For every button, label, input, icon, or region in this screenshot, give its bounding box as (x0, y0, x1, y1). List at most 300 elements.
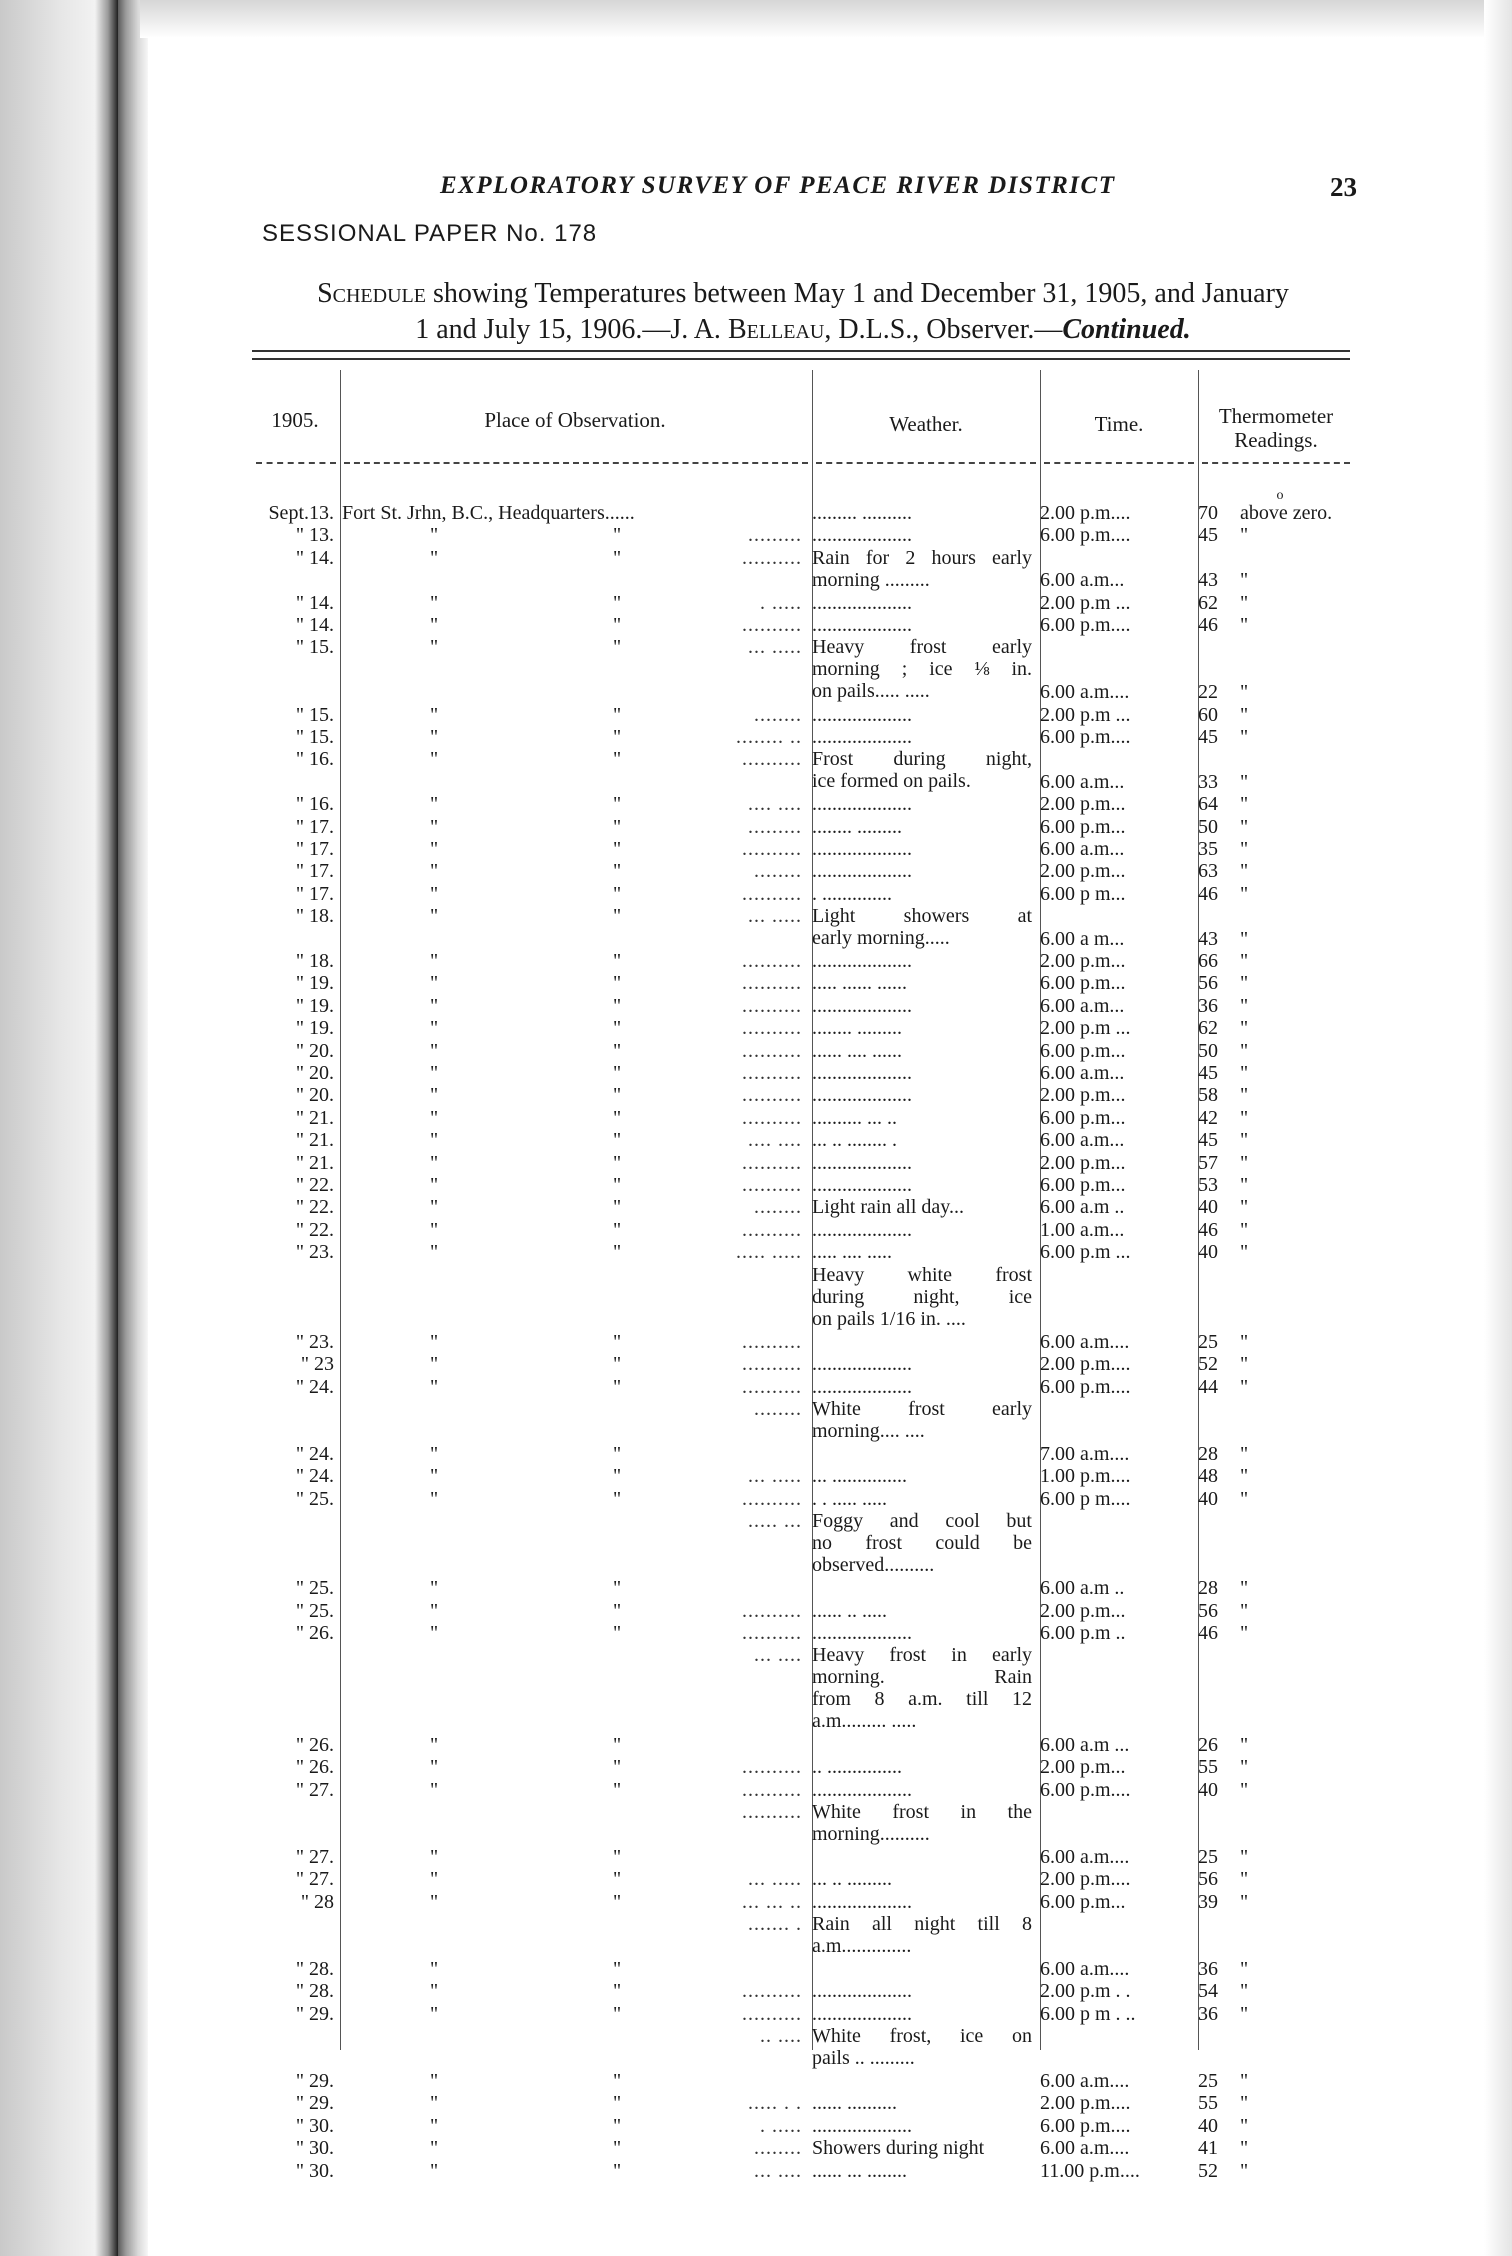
row-ditto-mark: " (613, 1353, 622, 1376)
row-weather (812, 547, 1032, 591)
weather-line: ... .. ......... (812, 1868, 892, 1891)
row-date: " 26. (295, 1756, 334, 1779)
row-unit: " (1240, 1980, 1249, 2003)
row-ditto-mark: " (430, 1330, 439, 1353)
row-leader-dots: ........ (754, 1196, 802, 1219)
weather-line: Rain all night till 8 (812, 1913, 1032, 1936)
row-weather (812, 1353, 1032, 1375)
row-ditto-mark: " (613, 950, 622, 972)
row-time: 6.00 p.m... (1040, 1174, 1126, 1196)
row-unit: " (1240, 726, 1249, 748)
row-weather (812, 1779, 1032, 1801)
caption-line-1-text: showing Temperatures between May 1 and December 31, 1905, and January (425, 278, 1289, 309)
weather-line: .................... (812, 2114, 912, 2137)
weather-line: .................... (812, 1622, 912, 1644)
weather-line: Frost during night, (812, 748, 1032, 771)
header-underline-time (1044, 462, 1194, 476)
row-time: 6.00 a.m.... (1040, 1330, 1130, 1353)
weather-line: White frost early (812, 1398, 1032, 1420)
row-date: " 22. (295, 1174, 334, 1196)
row-reading: 36 (1198, 1958, 1218, 1980)
row-unit: " (1240, 1039, 1249, 1062)
row-ditto-mark: " (430, 860, 439, 883)
row-ditto-mark: " (430, 1778, 439, 1801)
row-ditto-mark: " (613, 2070, 622, 2092)
row-weather (812, 1241, 1032, 1263)
row-reading: 48 (1198, 1465, 1218, 1488)
row-weather (812, 524, 1032, 546)
weather-line: no frost could be (812, 1532, 1032, 1554)
row-time: 6.00 p.m.... (1040, 2114, 1131, 2137)
weather-line: .................... (812, 1980, 912, 2003)
row-time: 6.00 a m... (1040, 927, 1125, 950)
weather-line: .................... (812, 950, 912, 972)
row-unit: " (1240, 1778, 1249, 1801)
weather-line: .................... (812, 703, 912, 726)
row-place: Fort St. Jrhn, B.C., Headquarters...... (342, 502, 635, 524)
row-reading: 40 (1198, 1778, 1218, 1801)
caption-schedule-word: Schedule (317, 278, 426, 309)
row-unit: " (1240, 614, 1249, 636)
row-time: 6.00 a.m... (1040, 994, 1125, 1017)
row-ditto-mark: " (430, 815, 439, 838)
row-weather (812, 592, 1032, 614)
row-unit: " (1240, 994, 1249, 1017)
row-time: 6.00 a.m... (1040, 1129, 1125, 1152)
row-ditto-mark: " (430, 2159, 439, 2182)
row-date: " 27. (295, 1846, 334, 1868)
row-ditto-mark: " (430, 748, 439, 771)
row-weather (812, 1174, 1032, 1196)
caption-line-2-start: 1 and July 15, 1906.—J. A. (415, 314, 728, 345)
row-unit: " (1240, 2114, 1249, 2137)
row-leader-dots: .......... (742, 2002, 802, 2025)
row-time: 6.00 p.m.... (1040, 726, 1131, 748)
row-date: " 20. (295, 1084, 334, 1107)
row-time: 2.00 p.m... (1040, 1084, 1126, 1107)
header-underline-place (344, 462, 808, 476)
row-ditto-mark: " (613, 1980, 622, 2003)
row-reading: 50 (1198, 1039, 1218, 1062)
row-unit: " (1240, 1890, 1249, 1913)
row-date: " 24. (295, 1442, 334, 1465)
row-ditto-mark: " (430, 1846, 439, 1868)
row-weather (812, 1129, 1032, 1151)
row-ditto-mark: " (613, 1196, 622, 1219)
row-weather (812, 1600, 1032, 1622)
row-date: " 17. (295, 882, 334, 905)
row-ditto-mark: " (430, 2092, 439, 2115)
row-unit: " (1240, 1017, 1249, 1040)
row-reading: 40 (1198, 1196, 1218, 1219)
row-time: 6.00 a.m... (1040, 569, 1125, 592)
row-ditto-mark: " (613, 793, 622, 816)
row-date: " 30. (295, 2137, 334, 2160)
schedule-caption (248, 276, 1358, 348)
weather-line: morning ; ice ⅛ in. (812, 658, 1032, 681)
row-date: " 16. (295, 793, 334, 816)
row-date: " 28 (300, 1890, 334, 1913)
row-unit: " (1240, 1330, 1249, 1353)
row-leader-dots: .......... (742, 1330, 802, 1353)
row-date: " 21. (295, 1129, 334, 1152)
row-weather (812, 1264, 1032, 1330)
row-ditto-mark: " (430, 972, 439, 995)
row-time: 6.00 p.m ... (1040, 1241, 1131, 1264)
row-date: " 20. (295, 1039, 334, 1062)
row-ditto-mark: " (613, 1017, 622, 1040)
row-time: 6.00 a.m... (1040, 838, 1125, 860)
row-date: " 27. (295, 1778, 334, 1801)
weather-line: ......... .......... (812, 502, 912, 524)
row-reading: 46 (1198, 1622, 1218, 1644)
row-unit: " (1240, 860, 1249, 883)
row-unit: " (1240, 569, 1249, 592)
row-leader-dots: .......... (742, 950, 802, 972)
weather-line: morning.......... (812, 1823, 930, 1846)
row-weather (812, 905, 1032, 949)
row-unit: " (1240, 770, 1249, 793)
row-date: " 13. (295, 524, 334, 547)
row-weather (812, 1644, 1032, 1732)
row-time: 6.00 a.m.... (1040, 1958, 1130, 1980)
row-reading: 46 (1198, 882, 1218, 905)
weather-line: .. ............... (812, 1756, 902, 1779)
row-ditto-mark: " (430, 2002, 439, 2025)
row-weather (812, 1219, 1032, 1241)
row-time: 6.00 p.m .. (1040, 1622, 1126, 1644)
row-unit: " (1240, 950, 1249, 972)
row-ditto-mark: " (430, 1890, 439, 1913)
row-time: 6.00 a.m.... (1040, 2137, 1130, 2160)
row-unit: " (1240, 1846, 1249, 1868)
row-ditto-mark: " (430, 1756, 439, 1779)
row-ditto-mark: " (430, 1353, 439, 1376)
row-unit: " (1240, 1174, 1249, 1196)
weather-line: .................... (812, 1062, 912, 1084)
weather-line: .................... (812, 838, 912, 860)
row-ditto-mark: " (613, 2002, 622, 2025)
weather-line: ... ............... (812, 1465, 907, 1488)
header-underline-weather (816, 462, 1036, 476)
row-unit: " (1240, 1218, 1249, 1241)
row-leader-dots: .......... (742, 614, 802, 636)
running-head: EXPLORATORY SURVEY OF PEACE RIVER DISTRICT (440, 172, 1116, 199)
header-reading-line-2: Readings. (1234, 428, 1318, 452)
row-leader-dots: .......... (742, 1801, 802, 1824)
row-unit: " (1240, 2070, 1249, 2092)
row-leader-dots: .......... (742, 1756, 802, 1779)
row-leader-dots: ... ..... (748, 1868, 802, 1891)
row-time: 2.00 p.m.... (1040, 1353, 1131, 1376)
row-time: 6.00 p.m.... (1040, 614, 1131, 636)
row-date: " 17. (295, 860, 334, 883)
row-reading: 52 (1198, 1353, 1218, 1376)
row-ditto-mark: " (613, 1756, 622, 1779)
row-weather (812, 636, 1032, 702)
row-time: 7.00 a.m.... (1040, 1442, 1130, 1465)
row-leader-dots: ........ .. (736, 726, 802, 748)
row-reading: 56 (1198, 1599, 1218, 1622)
row-leader-dots: .......... (742, 1151, 802, 1174)
row-unit: " (1240, 1868, 1249, 1891)
row-unit: " (1240, 1106, 1249, 1129)
row-time: 6.00 p.m.... (1040, 524, 1131, 547)
weather-line: morning. Rain (812, 1666, 1032, 1689)
row-date: Sept.13. (268, 502, 334, 524)
row-ditto-mark: " (430, 1241, 439, 1264)
row-reading: 54 (1198, 1980, 1218, 2003)
row-reading: 43 (1198, 927, 1218, 950)
row-ditto-mark: " (430, 1599, 439, 1622)
row-unit: " (1240, 1151, 1249, 1174)
row-reading: 28 (1198, 1442, 1218, 1465)
row-time: 2.00 p.m.... (1040, 502, 1131, 524)
row-time: 6.00 a.m .. (1040, 1196, 1125, 1219)
row-ditto-mark: " (430, 726, 439, 748)
row-weather (812, 1913, 1032, 1957)
row-ditto-mark: " (613, 1129, 622, 1152)
row-date: " 16. (295, 748, 334, 771)
row-unit: " (1240, 2159, 1249, 2182)
row-ditto-mark: " (613, 1622, 622, 1644)
row-ditto-mark: " (613, 1039, 622, 1062)
weather-line: ..... ...... ...... (812, 972, 907, 995)
row-date: " 19. (295, 972, 334, 995)
row-ditto-mark: " (613, 1599, 622, 1622)
row-leader-dots: .......... (742, 1218, 802, 1241)
row-leader-dots: ........ (754, 703, 802, 726)
row-unit: " (1240, 815, 1249, 838)
row-leader-dots: ....... . (748, 1913, 802, 1936)
row-time: 6.00 p.m.... (1040, 1375, 1131, 1398)
row-unit: " (1240, 1958, 1249, 1980)
row-ditto-mark: " (613, 636, 622, 659)
row-unit: " (1240, 1487, 1249, 1510)
row-weather (812, 2025, 1032, 2069)
row-leader-dots: ..... . . (748, 2092, 802, 2115)
row-time: 6.00 p.m... (1040, 815, 1126, 838)
row-unit: " (1240, 1353, 1249, 1376)
row-unit: " (1240, 1599, 1249, 1622)
row-reading: 63 (1198, 860, 1218, 883)
row-unit: " (1240, 1734, 1249, 1756)
row-weather (812, 816, 1032, 838)
caption-observer-name: Belleau (727, 314, 825, 345)
row-reading: 40 (1198, 2114, 1218, 2137)
weather-line: .................... (812, 1218, 912, 1241)
row-ditto-mark: " (430, 524, 439, 547)
row-unit: " (1240, 972, 1249, 995)
row-ditto-mark: " (430, 1151, 439, 1174)
row-unit: " (1240, 1375, 1249, 1398)
row-ditto-mark: " (613, 1890, 622, 1913)
row-reading: 45 (1198, 1129, 1218, 1152)
row-weather (812, 1017, 1032, 1039)
row-date: " 17. (295, 838, 334, 860)
row-weather (812, 838, 1032, 860)
weather-line: Heavy frost in early (812, 1644, 1032, 1667)
row-unit: " (1240, 838, 1249, 860)
header-time: Time. (1094, 412, 1144, 436)
row-ditto-mark: " (430, 1017, 439, 1040)
row-ditto-mark: " (430, 1084, 439, 1107)
row-reading: 36 (1198, 994, 1218, 1017)
row-reading: 28 (1198, 1577, 1218, 1600)
row-date: " 29. (295, 2092, 334, 2115)
row-ditto-mark: " (613, 1465, 622, 1488)
row-weather (812, 883, 1032, 905)
row-ditto-mark: " (613, 524, 622, 547)
weather-line: early morning..... (812, 927, 950, 950)
weather-line: on pails 1/16 in. .... (812, 1307, 966, 1330)
row-time: 2.00 p.m ... (1040, 703, 1131, 726)
row-leader-dots: ... ..... (748, 636, 802, 659)
row-date: " 30. (295, 2114, 334, 2137)
row-unit: " (1240, 1465, 1249, 1488)
row-time: 2.00 p.m... (1040, 1599, 1126, 1622)
row-reading: 64 (1198, 793, 1218, 816)
row-weather (812, 2160, 1032, 2182)
weather-line: .................... (812, 524, 912, 547)
weather-line: Heavy frost early (812, 636, 1032, 659)
row-time: 2.00 p.m.... (1040, 2092, 1131, 2115)
weather-line: . . ..... ..... (812, 1487, 887, 1510)
row-unit: " (1240, 1196, 1249, 1219)
row-leader-dots: .......... (742, 1487, 802, 1510)
weather-line: ...... .......... (812, 2092, 897, 2115)
row-leader-dots: ... ..... (748, 905, 802, 928)
row-leader-dots: .. .... (760, 2025, 802, 2048)
row-ditto-mark: " (430, 1734, 439, 1756)
weather-line: ...... .... ...... (812, 1039, 902, 1062)
row-leader-dots: ... .... (754, 1644, 802, 1667)
row-ditto-mark: " (430, 1465, 439, 1488)
row-ditto-mark: " (613, 1151, 622, 1174)
row-time: 6.00 p m . .. (1040, 2002, 1136, 2025)
weather-line: ........ ......... (812, 1017, 902, 1040)
row-ditto-mark: " (430, 1487, 439, 1510)
row-unit: " (1240, 591, 1249, 614)
header-year: 1905. (271, 408, 319, 432)
row-weather (812, 1488, 1032, 1510)
row-reading: 25 (1198, 2070, 1218, 2092)
row-unit: " (1240, 1241, 1249, 1264)
row-ditto-mark: " (613, 815, 622, 838)
row-weather (812, 2137, 1032, 2159)
row-weather (812, 614, 1032, 636)
caption-line-2 (248, 312, 1358, 348)
row-time: 6.00 a.m .. (1040, 1577, 1125, 1600)
row-date: " 29. (295, 2002, 334, 2025)
row-time: 2.00 p.m ... (1040, 591, 1131, 614)
row-ditto-mark: " (430, 1106, 439, 1129)
row-unit: " (1240, 2092, 1249, 2115)
weather-line: Foggy and cool but (812, 1510, 1032, 1532)
row-leader-dots: ........ (754, 1398, 802, 1420)
row-reading: 53 (1198, 1174, 1218, 1196)
row-unit: " (1240, 1129, 1249, 1152)
row-unit: " (1240, 1062, 1249, 1084)
row-reading: 58 (1198, 1084, 1218, 1107)
row-leader-dots: .......... (742, 1106, 802, 1129)
row-time: 2.00 p.m... (1040, 793, 1126, 816)
row-ditto-mark: " (430, 703, 439, 726)
double-rule-bottom (252, 358, 1350, 360)
weather-line: morning ......... (812, 568, 930, 591)
row-reading: 55 (1198, 2092, 1218, 2115)
row-reading: 60 (1198, 703, 1218, 726)
header-underline-year (256, 462, 336, 476)
header-reading-line-1: Thermometer (1218, 404, 1334, 428)
row-unit: " (1240, 524, 1249, 547)
row-ditto-mark: " (613, 1241, 622, 1264)
row-ditto-mark: " (613, 1868, 622, 1891)
header-place: Place of Observation. (484, 408, 666, 432)
row-date: " 24. (295, 1465, 334, 1488)
row-ditto-mark: " (430, 1039, 439, 1062)
weather-line: observed.......... (812, 1554, 935, 1576)
weather-line: pails .. ......... (812, 2047, 915, 2070)
weather-line: a.m......... ..... (812, 1710, 917, 1733)
row-weather (812, 748, 1032, 792)
weather-line: .................... (812, 1174, 912, 1196)
row-reading: 70 (1198, 502, 1218, 524)
row-time: 6.00 p.m.... (1040, 1778, 1131, 1801)
row-unit: " (1240, 882, 1249, 905)
row-date: " 26. (295, 1734, 334, 1756)
row-weather (812, 950, 1032, 972)
row-reading: 45 (1198, 726, 1218, 748)
row-leader-dots: .......... (742, 994, 802, 1017)
row-reading: 26 (1198, 1734, 1218, 1756)
row-weather (812, 1040, 1032, 1062)
row-ditto-mark: " (613, 1487, 622, 1510)
row-weather (812, 860, 1032, 882)
row-leader-dots: .......... (742, 1084, 802, 1107)
weather-line: .................... (812, 793, 912, 816)
row-date: " 22. (295, 1196, 334, 1219)
row-ditto-mark: " (430, 1218, 439, 1241)
row-time: 2.00 p.m... (1040, 860, 1126, 883)
weather-line: Light rain all day... (812, 1196, 964, 1219)
row-leader-dots: .......... (742, 748, 802, 771)
row-leader-dots: .......... (742, 1622, 802, 1644)
row-ditto-mark: " (613, 2137, 622, 2160)
row-reading: 50 (1198, 815, 1218, 838)
row-reading: 52 (1198, 2159, 1218, 2182)
row-weather (812, 1980, 1032, 2002)
row-ditto-mark: " (613, 972, 622, 995)
row-ditto-mark: " (613, 1375, 622, 1398)
caption-line-1 (248, 276, 1358, 312)
row-date: " 23. (295, 1241, 334, 1264)
row-ditto-mark: " (613, 1174, 622, 1196)
weather-line: .................... (812, 1890, 912, 1913)
weather-line: Heavy white frost (812, 1263, 1032, 1286)
row-ditto-mark: " (430, 1958, 439, 1980)
row-leader-dots: .......... (742, 1017, 802, 1040)
row-date: " 24. (295, 1375, 334, 1398)
row-time: 6.00 a.m.... (1040, 2070, 1130, 2092)
row-date: " 26. (295, 1622, 334, 1644)
row-weather (812, 2003, 1032, 2025)
row-date: " 14. (295, 591, 334, 614)
weather-line: on pails..... ..... (812, 680, 930, 703)
row-reading: 25 (1198, 1846, 1218, 1868)
row-leader-dots: ........ (754, 2137, 802, 2160)
sessional-paper-label: SESSIONAL PAPER No. 178 (262, 220, 598, 247)
